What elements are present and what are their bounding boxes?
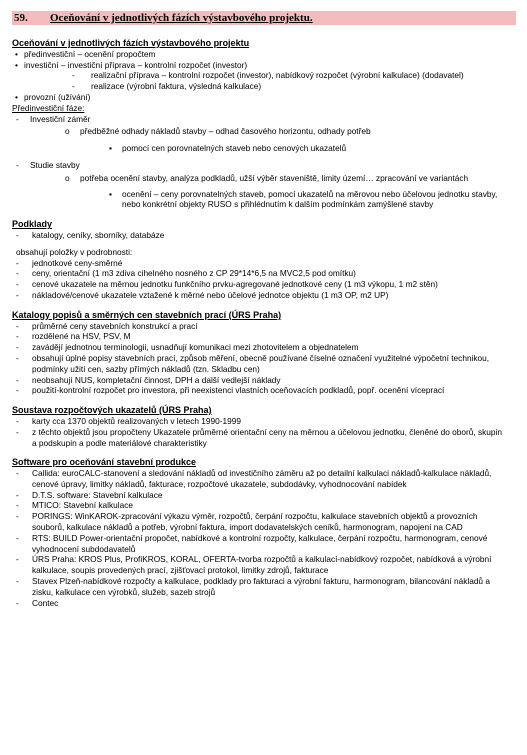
header-number: 59. [14,12,28,24]
paragraph: obsahují položky v podrobnosti: [16,246,133,257]
list-item: - Callida: euroCALC-stanovení a sledování nákladů od investičního záměru až po detailní kalkulaci nákladů-kalkulace nákladů, cenové úpravy, limitky nákladů, fakturace, rozpočtové ukazatele, subdodávky, vyhodnocování nabídek [16,468,492,489]
list-item: - katalogy, ceníky, sborníky, databáze [16,229,165,240]
page-header [12,11,516,25]
list-item: - Stavex Plzeň-nabídkové rozpočty a kalkulace, podklady pro fakturaci a výrobní fakturu, harmonogram, bilancování nákladů a zisku, kalkulace cen výrobků, služeb, sazeb strojů [16,576,490,597]
list-item: - PORINGS: WinKAROK-zpracování výkazu výměr, rozpočtů, čerpání rozpočtu, kalkulace stavebních objektů a provozních souborů, kalkulace nákladů a potřeb, výrobní faktura, import dodavatelských ceníků, harmonogram, napojení na CAD [16,511,478,533]
list-item: - rozdělené na HSV, PSV, M [16,331,131,342]
list-item: ▪ pomocí cen porovnatelných staveb nebo cenových ukazatelů [109,143,347,154]
list-item: - MTICO: Stavební kalkulace [16,500,133,511]
section-title-podklady: Podklady [12,219,53,230]
list-item: o předběžné odhady nákladů stavby – odhad časového horizontu, odhady potřeb [65,126,371,137]
list-item: - použití-kontrolní rozpočet pro investora, při neexistenci vlastních oceňovacích podkladů, popř. ocenění víceprací [16,385,445,396]
list-item: - karty cca 1370 objektů realizovaných v letech 1990-1999 [16,415,241,426]
list-item: - z těchto objektů jsou propočteny Ukazatele průměrné orientační ceny na měrnou a účelovou jednotku, členěné do oborů, skupin a podskupin a podle materiálové charakteristiky [16,426,502,448]
section-title-soustava: Soustava rozpočtových ukazatelů (ÚRS Praha) [12,405,212,416]
list-item: - nákladové/cenové ukazatele vztažené k měrné nebo účelové jednotce objektu (1 m3 OP, m2 UP) [16,289,389,300]
list-item: - obsahují úplné popisy stavebních prací, způsob měření, obecně používané číselné označení využitelné výpočetní technikou, podmínky užití cen, sazby přímých nákladů (tzn. Skladbu cen) [16,352,490,374]
list-item: - Studie stavby [16,159,80,170]
section-title-ocenovani: Oceňování v jednotlivých fázích výstavbového projektu [12,38,250,48]
list-item: - Investiční záměr [16,113,91,124]
list-item: - jednotkové ceny-směrné [16,257,123,268]
list-item: - realizační příprava – kontrolní rozpočet (investor), nabídkový rozpočet (výrobní kalkulace) (dodavatel) [72,70,464,81]
section-title-katalogy: Katalogy popisů a směrných cen stavebních prací (ÚRS Praha) [12,309,282,320]
list-item: • investiční – investiční příprava – kontrolní rozpočet (investor) [15,59,248,70]
list-item: - ceny, orientační (1 m3 zdiva cihelného nosného z CP 29*14*6,5 na MVC2,5 pod omítku) [16,268,356,279]
list-item: - D.T.S. software: Stavební kalkulace [16,489,163,500]
list-item: • předinvestiční – ocenění propočtem [15,48,156,59]
list-item: - realizace (výrobní faktura, výsledná kalkulace) [72,81,262,92]
list-item: o potřeba ocenění stavby, analýza podkladů, užší výběr staveniště, limity území… zpracování ve variantách [65,172,469,183]
section-title-software: Software pro oceňování stavební produkce [12,457,197,468]
list-item: - neobsahují NUS, kompletační činnost, DPH a další vedlejší náklady [16,374,281,385]
list-item: - cenové ukazatele na měrnou jednotku funkčního prvku-agregované jednotkové ceny (1 m3 výkopu, 1 m2 stěn) [16,279,438,290]
document-content [12,38,520,608]
header-title: Oceňování v jednotlivých fázích výstavbového projektu. [50,12,313,24]
subsection-title: Předinvestiční fáze: [12,102,85,113]
list-item: - RTS: BUILD Power-orientační propočet, nabídkové a kontrolní rozpočty, kalkulace, čerpání rozpočtu, harmonogram, cenové vyhodnocení subdodavatelů [16,532,488,554]
list-item: - zavádějí jednotnou terminologii, usnadňují komunikaci mezi zhotovitelem a objednatelem [16,342,359,353]
list-item: • provozní (užívání) [15,91,91,102]
list-item: ▪ ocenění – ceny porovnatelných staveb, pomocí ukazatelů na měrovou nebo účelovou jednotku stavby, nebo konkrétní objekty RUSO s přihlédnutím k dalším podmínkám zamýšlené stavby [109,188,498,210]
list-item: - Contec [16,597,59,608]
list-item: - ÚRS Praha: KROS Plus, ProfiKROS, KORAL, OFERTA-tvorba rozpočtů a kalkulací-nabídkový rozpočet, nabídková a výrobní kalkulace, soupis provedených prací, zjišťovací protokol, limitky zdrojů, fakturace [16,554,492,576]
list-item: - průměrné ceny stavebních konstrukcí a prací [16,320,198,331]
